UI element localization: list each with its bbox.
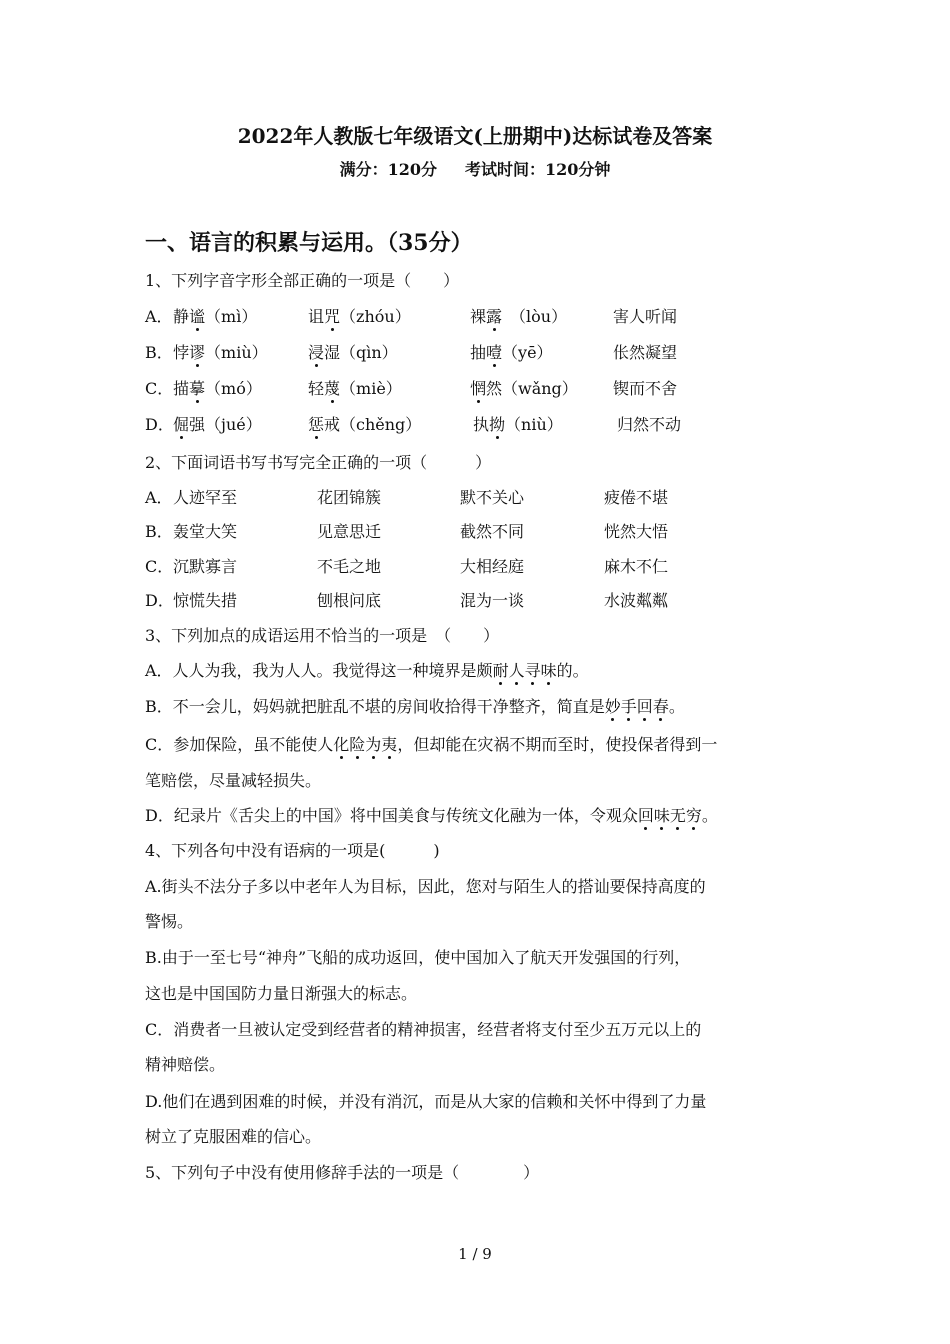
option-item: 麻木不仁 (604, 557, 669, 576)
option-label: C． (145, 379, 174, 398)
q4-stem: 4、下列各句中没有语病的一项是( ) (145, 841, 440, 860)
option-item: 惩戒（chěng） (308, 415, 422, 434)
q3-option-c-cont: 笔赔偿，尽量减轻损失。 (145, 771, 322, 790)
option-item: 倔强（jué） (173, 415, 262, 434)
q4-option-c: C．消费者一旦被认定受到经营者的精神损害，经营者将支付至少五万元以上的 (145, 1020, 702, 1039)
exam-time: 考试时间：120分钟 (465, 160, 611, 179)
option-item: 伥然凝望 (613, 343, 678, 362)
emphasis-char: 为 (365, 735, 382, 754)
option-item: 默不关心 (460, 488, 525, 507)
option-item: 恍然大悟 (604, 522, 669, 541)
option-item: 大相经庭 (460, 557, 525, 576)
q3-option-b: B．不一会儿，妈妈就把脏乱不堪的房间收拾得干净整齐，简直是妙手回春。 (145, 697, 685, 716)
option-label: A． (145, 307, 173, 326)
dotted-idiom (493, 661, 557, 680)
emphasis-char: 味 (540, 661, 557, 680)
option-item: 诅咒（zhóu） (308, 307, 411, 326)
option-label: B． (145, 343, 173, 362)
q4-option-b-cont: 这也是中国国防力量日渐强大的标志。 (145, 984, 418, 1003)
q2-stem: 2、下面词语书写书写完全正确的一项（ ） (145, 453, 492, 472)
emphasis-char: 夷 (381, 735, 398, 754)
page-number: 1 / 9 (458, 1245, 492, 1263)
emphasis-char: 回 (637, 806, 654, 825)
dotted-idiom (605, 697, 669, 716)
page-title: 2022年人教版七年级语文(上册期中)达标试卷及答案 (237, 124, 713, 148)
q3-stem: 3、下列加点的成语运用不恰当的一项是 （ ） (145, 626, 500, 645)
q4-option-d: D.他们在遇到困难的时候，并没有消沉，而是从大家的信赖和关怀中得到了力量 (145, 1092, 707, 1111)
emphasis-char: 回 (636, 697, 653, 716)
option-item: 锲而不舍 (613, 379, 678, 398)
option-item: 刨根问底 (317, 591, 382, 610)
option-item: 描摹（mó） (173, 379, 262, 398)
option-item: 不毛之地 (317, 557, 382, 576)
option-label: B． (145, 522, 173, 541)
q4-option-b: B.由于一至七号“神舟”飞船的成功返回，使中国加入了航天开发强国的行列， (145, 948, 691, 967)
dotted-idiom (638, 806, 702, 825)
q3-option-a: A．人人为我，我为人人。我觉得这一种境界是颇耐人寻味的。 (145, 661, 589, 680)
emphasis-char: 人 (508, 661, 525, 680)
option-item: 花团锦簇 (317, 488, 382, 507)
option-label: D． (145, 591, 174, 610)
option-item: 沉默寡言 (173, 557, 238, 576)
option-item: 执拗（niù） (473, 415, 563, 434)
q3-option-c: C．参加保险，虽不能使人化险为夷，但却能在灾祸不期而至时，使投保者得到一 (145, 735, 718, 754)
section-heading: 一、语言的积累与运用。（35分） (145, 230, 473, 256)
option-item: 归然不动 (617, 415, 682, 434)
option-item: 惊慌失措 (173, 591, 238, 610)
q4-option-a: A.街头不法分子多以中老年人为目标，因此，您对与陌生人的搭讪要保持高度的 (145, 877, 706, 896)
emphasis-char: 寻 (524, 661, 541, 680)
option-item: 静谧（mì） (173, 307, 258, 326)
option-item: 裸露 （lòu） (470, 307, 568, 326)
option-item: 混为一谈 (460, 591, 525, 610)
emphasis-char: 春 (652, 697, 669, 716)
emphasis-char: 穷 (685, 806, 702, 825)
option-item: 害人听闻 (613, 307, 678, 326)
option-item: 人迹罕至 (173, 488, 238, 507)
option-item: 抽噎（yē） (470, 343, 553, 362)
option-label: C． (145, 557, 174, 576)
emphasis-char: 无 (669, 806, 686, 825)
q4-option-c-cont: 精神赔偿。 (145, 1055, 226, 1074)
q3-option-d: D．纪录片《舌尖上的中国》将中国美食与传统文化融为一体，令观众回味无穷。 (145, 806, 718, 825)
option-label: A． (145, 488, 173, 507)
option-item: 轰堂大笑 (173, 522, 238, 541)
emphasis-char: 妙 (604, 697, 621, 716)
option-item: 轻蔑（miè） (308, 379, 402, 398)
emphasis-char: 化 (333, 735, 350, 754)
emphasis-char: 手 (620, 697, 637, 716)
q4-option-a-cont: 警惕。 (145, 912, 194, 931)
option-label: D． (145, 415, 174, 434)
option-item: 惘然（wǎng） (470, 379, 578, 398)
emphasis-char: 险 (349, 735, 366, 754)
q4-option-d-cont: 树立了克服困难的信心。 (145, 1127, 322, 1146)
q1-stem: 1、下列字音字形全部正确的一项是（ ） (145, 271, 460, 290)
exam-info (0, 157, 950, 180)
option-item: 截然不同 (460, 522, 525, 541)
emphasis-char: 味 (653, 806, 670, 825)
option-item: 水波粼粼 (604, 591, 669, 610)
full-score: 满分：120分 (339, 160, 437, 179)
option-item: 见意思迁 (317, 522, 382, 541)
dotted-idiom (333, 735, 397, 754)
option-item: 悖谬（miù） (173, 343, 268, 362)
q5-stem: 5、下列句子中没有使用修辞手法的一项是（ ） (145, 1163, 540, 1182)
emphasis-char: 耐 (492, 661, 509, 680)
option-item: 浸湿（qìn） (308, 343, 398, 362)
option-item: 疲倦不堪 (604, 488, 669, 507)
